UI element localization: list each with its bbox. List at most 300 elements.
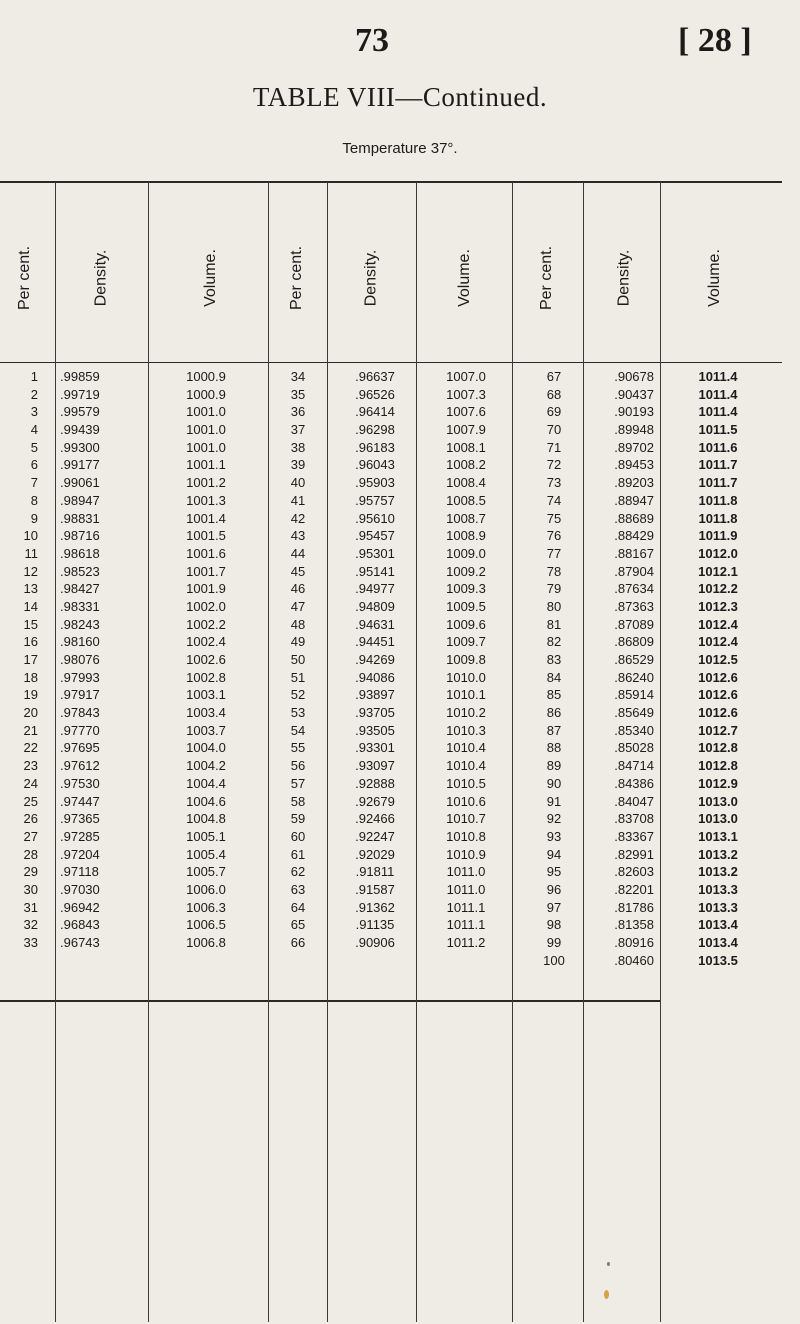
- table-cell: .98076: [60, 652, 100, 667]
- table-cell: 66: [290, 935, 306, 950]
- column-volume-3: [668, 368, 768, 969]
- table-cell: 1011.0: [446, 864, 486, 880]
- table-cell: 1003.1: [186, 687, 226, 703]
- header-per-cent: Per cent.: [538, 245, 555, 311]
- table-cell: .96942: [60, 899, 100, 915]
- table-cell: .99439: [60, 422, 100, 438]
- table-cell: 1013.3: [698, 899, 738, 915]
- table-cell: 1006.8: [186, 935, 226, 950]
- table-cell: 72: [546, 457, 562, 473]
- table-cell: 1001.7: [186, 563, 226, 579]
- table-cell: .81358: [614, 917, 654, 933]
- table-cell: 11: [24, 545, 38, 561]
- table-cell: 86: [546, 705, 562, 721]
- table-cell: .96843: [60, 917, 100, 933]
- column-divider: [55, 182, 56, 1322]
- table-cell: .98618: [60, 545, 100, 561]
- header-per-cent: Per cent.: [288, 245, 305, 311]
- table-cell: 4: [30, 422, 38, 438]
- table-cell: .99300: [60, 439, 100, 455]
- table-cell: 46: [290, 581, 306, 597]
- table-cell: 96: [546, 881, 562, 897]
- column-per-cent-2: [270, 368, 326, 952]
- table-cell: .92466: [355, 811, 395, 827]
- table-cell: 41: [290, 492, 306, 508]
- table-cell: .89203: [614, 475, 654, 491]
- table-cell: 1013.0: [698, 793, 738, 809]
- table-cell: 98: [546, 917, 562, 933]
- table-cell: 1010.9: [446, 846, 486, 862]
- table-cell: 1002.2: [186, 616, 226, 632]
- table-cell: 1013.4: [698, 935, 738, 950]
- table-cell: 1010.7: [446, 811, 486, 827]
- table-cell: .94977: [355, 581, 395, 597]
- table-cell: .96526: [355, 386, 395, 402]
- table-cell: 1000.9: [186, 386, 226, 402]
- table-cell: 1012.5: [698, 652, 738, 667]
- table-cell: 1004.2: [186, 758, 226, 774]
- table-cell: 1006.3: [186, 899, 226, 915]
- table-cell: .91362: [355, 899, 395, 915]
- table-cell: .81786: [614, 899, 654, 915]
- table-cell: 1007.6: [446, 404, 486, 420]
- table-cell: .90678: [614, 369, 654, 384]
- table-cell: 63: [290, 881, 306, 897]
- table-cell: 1011.1: [446, 917, 486, 933]
- header-per-cent: Per cent.: [16, 245, 33, 311]
- table-cell: 1011.1: [446, 899, 486, 915]
- column-density-1: [60, 368, 140, 952]
- table-cell: .85649: [614, 705, 654, 721]
- table-cell: .80916: [614, 935, 654, 950]
- table-cell: 1006.5: [186, 917, 226, 933]
- table-cell: .94451: [355, 634, 395, 650]
- table-cell: 93: [546, 828, 562, 844]
- table-cell: .98716: [60, 528, 100, 544]
- table-cell: 1013.3: [698, 881, 738, 897]
- table-cell: 1008.2: [446, 457, 486, 473]
- table-cell: 1009.5: [446, 598, 486, 614]
- table-cell: 12: [23, 563, 38, 579]
- table-cell: 1011.4: [698, 369, 738, 384]
- table-cell: 1013.2: [698, 846, 738, 862]
- table-cell: 1002.6: [186, 652, 226, 667]
- table-cell: 1011.4: [698, 386, 738, 402]
- table-cell: .95610: [355, 510, 395, 526]
- table-cell: 5: [30, 439, 38, 455]
- table-cell: 1012.6: [698, 705, 738, 721]
- plate-number: [ 28 ]: [678, 22, 752, 59]
- table-cell: 1011.4: [698, 404, 738, 420]
- table-cell: .96298: [355, 422, 395, 438]
- table-cell: 1012.8: [698, 740, 738, 756]
- table-cell: 1005.4: [186, 846, 226, 862]
- table-cell: .99061: [60, 475, 100, 491]
- table-cell: .98831: [60, 510, 100, 526]
- table-cell: 1001.9: [186, 581, 226, 597]
- table-cell: .98160: [60, 634, 100, 650]
- table-cell: 73: [546, 475, 562, 491]
- table-cell: .88689: [614, 510, 654, 526]
- table-cell: .86240: [614, 669, 654, 685]
- table-cell: 91: [546, 793, 562, 809]
- table-cell: .97447: [60, 793, 100, 809]
- table-cell: 1008.9: [446, 528, 486, 544]
- table-cell: .91587: [355, 881, 395, 897]
- table-cell: 57: [290, 775, 306, 791]
- table-cell: 43: [290, 528, 306, 544]
- table-cell: 1011.5: [698, 422, 738, 438]
- table-cell: 1011.6: [698, 439, 738, 455]
- column-divider: [327, 182, 328, 1322]
- table-cell: 1012.2: [698, 581, 738, 597]
- table-cell: 49: [290, 634, 306, 650]
- table-cell: 27: [23, 828, 38, 844]
- table-cell: 1012.6: [698, 669, 738, 685]
- table-cell: 1010.4: [446, 740, 486, 756]
- column-density-2: [338, 368, 412, 952]
- table-cell: 8: [30, 492, 38, 508]
- table-cell: 1012.7: [698, 722, 738, 738]
- table-cell: 70: [546, 422, 562, 438]
- column-divider: [512, 182, 513, 1322]
- table-cell: 22: [23, 740, 38, 756]
- table-cell: .93301: [355, 740, 395, 756]
- table-cell: .97843: [60, 705, 100, 721]
- table-cell: .92029: [355, 846, 395, 862]
- header-volume: Volume.: [202, 249, 219, 307]
- table-cell: .99579: [60, 404, 100, 420]
- table-cell: 1011.0: [446, 881, 486, 897]
- table-cell: 1011.9: [698, 528, 738, 544]
- table-cell: 33: [23, 935, 38, 950]
- table-cell: 1001.4: [186, 510, 226, 526]
- table-cell: 1013.2: [698, 864, 738, 880]
- table-cell: 58: [290, 793, 306, 809]
- table-cell: .89453: [614, 457, 654, 473]
- table-cell: .95903: [355, 475, 395, 491]
- table-cell: .90193: [614, 404, 654, 420]
- table-cell: 1011.8: [698, 510, 738, 526]
- table-cell: 1001.6: [186, 545, 226, 561]
- table-cell: 1011.7: [698, 475, 738, 491]
- table-cell: 48: [290, 616, 306, 632]
- table-cell: 26: [23, 811, 38, 827]
- table-cell: 1012.8: [698, 758, 738, 774]
- table-cell: .97993: [60, 669, 100, 685]
- table-cell: 1004.4: [186, 775, 226, 791]
- table-cell: 74: [546, 492, 562, 508]
- table-cell: 1001.3: [186, 492, 226, 508]
- table-cell: .84047: [614, 793, 654, 809]
- table-cell: 1001.0: [186, 439, 226, 455]
- paper-stain: [607, 1262, 610, 1266]
- table-cell: 1002.8: [186, 669, 226, 685]
- table-cell: .93505: [355, 722, 395, 738]
- table-cell: 1009.8: [446, 652, 486, 667]
- table-cell: 44: [290, 545, 306, 561]
- top-rule: [0, 181, 782, 183]
- table-cell: 15: [23, 616, 38, 632]
- table-cell: .99859: [60, 369, 100, 384]
- table-cell: 1002.0: [186, 598, 226, 614]
- page-number: 73: [355, 22, 389, 59]
- table-cell: .94269: [355, 652, 395, 667]
- table-cell: 19: [23, 687, 38, 703]
- header-density: Density.: [362, 249, 380, 307]
- table-cell: .83367: [614, 828, 654, 844]
- table-cell: .98243: [60, 616, 100, 632]
- table-cell: .92247: [355, 828, 395, 844]
- table-cell: 2: [30, 386, 38, 402]
- table-cell: 42: [290, 510, 306, 526]
- table-cell: .93705: [355, 705, 395, 721]
- table-cell: .97030: [60, 881, 100, 897]
- table-cell: .87363: [614, 598, 654, 614]
- table-cell: .89948: [614, 422, 654, 438]
- table-cell: 53: [290, 705, 306, 721]
- header-density: Density.: [92, 249, 110, 307]
- table-cell: 1001.1: [186, 457, 226, 473]
- table-cell: .92888: [355, 775, 395, 791]
- table-cell: 1010.8: [446, 828, 486, 844]
- table-cell: .90906: [355, 935, 395, 950]
- table-cell: .88429: [614, 528, 654, 544]
- table-cell: 40: [290, 475, 306, 491]
- table-cell: .97770: [60, 722, 100, 738]
- table-cell: 1010.6: [446, 793, 486, 809]
- table-cell: .85340: [614, 722, 654, 738]
- table-cell: 67: [546, 369, 562, 384]
- table-cell: 1: [30, 369, 38, 384]
- header-rule: [0, 362, 782, 363]
- table-cell: 1003.4: [186, 705, 226, 721]
- header-density: Density.: [615, 249, 633, 307]
- table-cell: .92679: [355, 793, 395, 809]
- table-cell: 1007.3: [446, 386, 486, 402]
- table-cell: .99177: [60, 457, 100, 473]
- table-cell: .94631: [355, 616, 395, 632]
- table-cell: .86529: [614, 652, 654, 667]
- table-cell: .85914: [614, 687, 654, 703]
- table-cell: 84: [546, 669, 562, 685]
- table-cell: 1010.4: [446, 758, 486, 774]
- table-cell: 95: [546, 864, 562, 880]
- table-cell: 80: [546, 598, 562, 614]
- table-cell: .97530: [60, 775, 100, 791]
- table-cell: .97695: [60, 740, 100, 756]
- column-per-cent-1: [0, 368, 38, 952]
- table-cell: .91811: [355, 864, 395, 880]
- table-cell: 32: [23, 917, 38, 933]
- column-divider: [268, 182, 269, 1322]
- table-cell: .87089: [614, 616, 654, 632]
- table-cell: 29: [23, 864, 38, 880]
- table-cell: 39: [290, 457, 306, 473]
- table-cell: 51: [290, 669, 306, 685]
- column-divider: [660, 182, 661, 1322]
- table-cell: 52: [290, 687, 306, 703]
- table-cell: .86809: [614, 634, 654, 650]
- table-cell: 1011.2: [446, 935, 486, 950]
- table-cell: 88: [546, 740, 562, 756]
- table-cell: .83708: [614, 811, 654, 827]
- table-cell: 14: [23, 598, 38, 614]
- table-cell: .82603: [614, 864, 654, 880]
- table-cell: 1013.0: [698, 811, 738, 827]
- table-cell: .82991: [614, 846, 654, 862]
- table-cell: .84386: [614, 775, 654, 791]
- table-cell: 1005.1: [186, 828, 226, 844]
- table-cell: 1002.4: [186, 634, 226, 650]
- table-cell: 60: [290, 828, 306, 844]
- table-cell: .96183: [355, 439, 395, 455]
- table-cell: .98523: [60, 563, 100, 579]
- table-cell: 56: [290, 758, 306, 774]
- table-cell: 1001.2: [186, 475, 226, 491]
- table-cell: .84714: [614, 758, 654, 774]
- table-cell: 1005.7: [186, 864, 226, 880]
- table-cell: 50: [290, 652, 306, 667]
- table-cell: 28: [23, 846, 38, 862]
- table-cell: 1007.9: [446, 422, 486, 438]
- table-cell: 6: [30, 457, 38, 473]
- table-cell: 85: [546, 687, 562, 703]
- table-cell: 94: [546, 846, 562, 862]
- table-cell: 81: [546, 616, 562, 632]
- table-cell: .95457: [355, 528, 395, 544]
- table-cell: 34: [290, 369, 306, 384]
- table-cell: .99719: [60, 386, 100, 402]
- table-cell: .93897: [355, 687, 395, 703]
- table-cell: 3: [30, 404, 38, 420]
- column-volume-1: [152, 368, 260, 952]
- table-title: TABLE VIII—Continued.: [252, 82, 548, 112]
- table-cell: 1004.8: [186, 811, 226, 827]
- table-cell: .98331: [60, 598, 100, 614]
- table-cell: 1010.5: [446, 775, 486, 791]
- table-cell: 1008.7: [446, 510, 486, 526]
- table-cell: .97365: [60, 811, 100, 827]
- table-cell: 1001.5: [186, 528, 226, 544]
- table-cell: 23: [23, 758, 38, 774]
- table-cell: 18: [23, 669, 38, 685]
- table-cell: 35: [290, 386, 306, 402]
- table-cell: .82201: [614, 881, 654, 897]
- table-cell: 82: [546, 634, 562, 650]
- table-cell: 79: [546, 581, 562, 597]
- table-cell: 1008.1: [446, 439, 486, 455]
- header-volume: Volume.: [456, 249, 473, 307]
- table-cell: 61: [290, 846, 306, 862]
- table-cell: 1001.0: [186, 404, 226, 420]
- table-cell: 1012.9: [698, 775, 738, 791]
- table-cell: 31: [23, 899, 38, 915]
- table-cell: 25: [23, 793, 38, 809]
- table-cell: 30: [23, 881, 38, 897]
- table-cell: 77: [546, 545, 562, 561]
- table-cell: 1009.0: [446, 545, 486, 561]
- table-cell: 24: [23, 775, 38, 791]
- table-cell: 1004.0: [186, 740, 226, 756]
- table-cell: 10: [23, 528, 38, 544]
- table-cell: .90437: [614, 386, 654, 402]
- table-cell: 20: [23, 705, 38, 721]
- table-cell: 97: [546, 899, 562, 915]
- column-divider: [416, 182, 417, 1322]
- table-cell: 68: [546, 386, 562, 402]
- table-cell: .87904: [614, 563, 654, 579]
- table-subtitle: Temperature 37°.: [342, 140, 458, 157]
- table-cell: 1006.0: [186, 881, 226, 897]
- column-density-3: [592, 368, 654, 969]
- table-cell: 1011.7: [698, 457, 738, 473]
- table-cell: 38: [290, 439, 306, 455]
- table-cell: .85028: [614, 740, 654, 756]
- table-cell: 99: [546, 935, 562, 950]
- table-cell: 1013.1: [698, 828, 738, 844]
- table-cell: .96043: [355, 457, 395, 473]
- table-cell: .89702: [614, 439, 654, 455]
- table-cell: 16: [23, 634, 38, 650]
- table-cell: .97917: [60, 687, 100, 703]
- table-cell: 1012.0: [698, 545, 738, 561]
- table-cell: 1012.6: [698, 687, 738, 703]
- table-cell: 1012.4: [698, 616, 738, 632]
- table-cell: 1004.6: [186, 793, 226, 809]
- table-cell: 69: [546, 404, 562, 420]
- table-cell: .96637: [355, 369, 395, 384]
- table-cell: 36: [290, 404, 306, 420]
- table-cell: 1008.4: [446, 475, 486, 491]
- table-cell: 90: [546, 775, 562, 791]
- table-cell: 21: [23, 722, 38, 738]
- table-cell: 47: [290, 598, 306, 614]
- table-cell: .97285: [60, 828, 100, 844]
- table-cell: 92: [546, 811, 562, 827]
- table-cell: 1010.0: [446, 669, 486, 685]
- table-cell: 1012.3: [698, 598, 738, 614]
- table-cell: 59: [290, 811, 306, 827]
- column-volume-2: [420, 368, 512, 952]
- table-cell: 1012.1: [698, 563, 738, 579]
- table-cell: .88167: [614, 545, 654, 561]
- table-cell: 45: [290, 563, 306, 579]
- table-cell: 64: [290, 899, 306, 915]
- table-cell: .97204: [60, 846, 100, 862]
- column-per-cent-3: [514, 368, 594, 969]
- table-cell: 1012.4: [698, 634, 738, 650]
- table-cell: 1000.9: [186, 369, 226, 384]
- table-cell: 62: [290, 864, 306, 880]
- table-cell: .95301: [355, 545, 395, 561]
- table-cell: .91135: [355, 917, 395, 933]
- table-cell: 1008.5: [446, 492, 486, 508]
- table-cell: 1009.6: [446, 616, 486, 632]
- table-cell: .97118: [60, 864, 99, 880]
- table-cell: 76: [546, 528, 562, 544]
- table-cell: .97612: [60, 758, 100, 774]
- table-cell: 1010.2: [446, 705, 486, 721]
- table-cell: 1003.7: [186, 722, 226, 738]
- table-cell: 100: [543, 952, 565, 968]
- table-cell: .94809: [355, 598, 395, 614]
- table-cell: 89: [546, 758, 562, 774]
- table-cell: .88947: [614, 492, 654, 508]
- table-cell: 37: [290, 422, 306, 438]
- table-cell: 1007.0: [446, 369, 486, 384]
- table-cell: .96743: [60, 935, 100, 950]
